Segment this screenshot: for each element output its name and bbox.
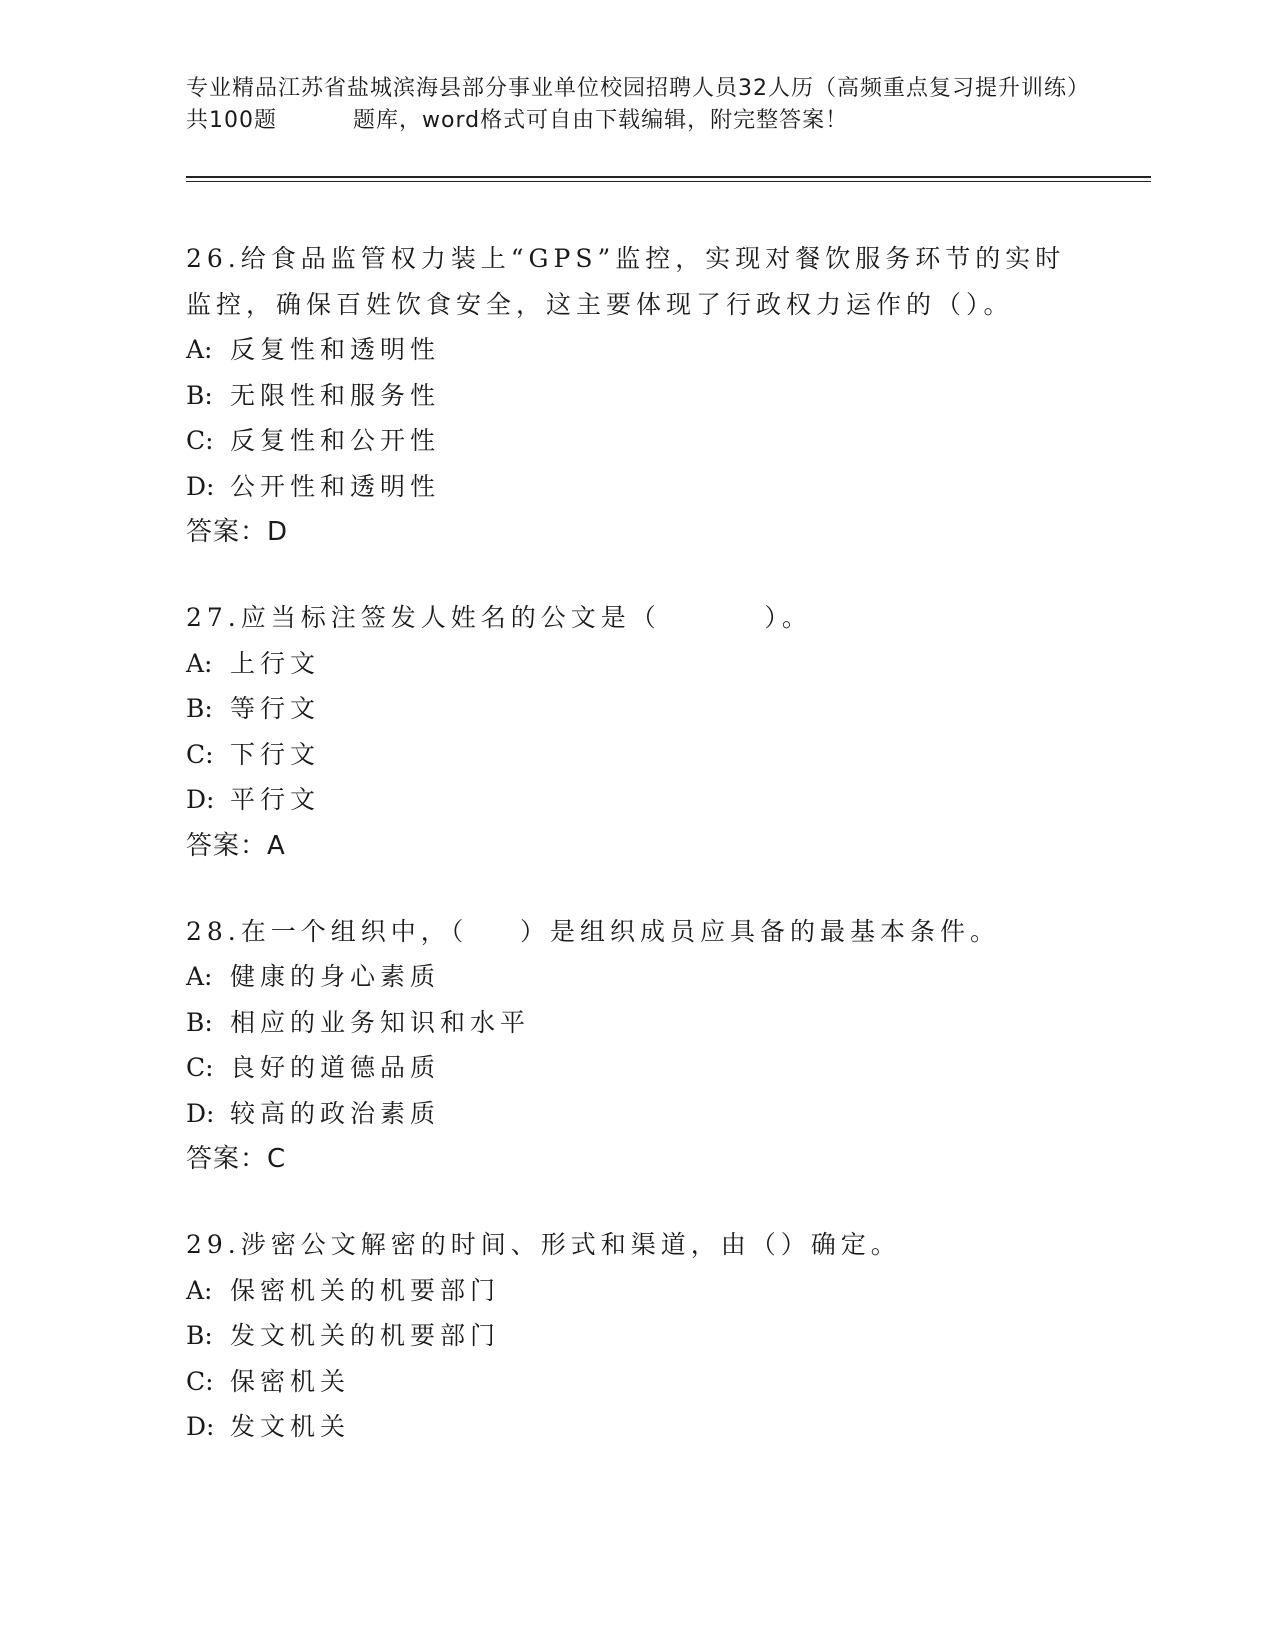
answer-value: A	[267, 830, 286, 861]
answer-value: C	[267, 1144, 287, 1174]
option-c	[186, 1359, 1086, 1405]
option-text: 发文机关	[230, 1412, 351, 1441]
header-note: 题库，word格式可自由下载编辑，附完整答案！	[353, 108, 849, 133]
option-text: 下行文	[230, 739, 321, 769]
option-label: D:	[186, 785, 215, 814]
option-label: A:	[186, 335, 213, 364]
option-text: 保密机关	[230, 1366, 351, 1396]
option-text: 反复性和透明性	[230, 335, 441, 364]
question-29	[186, 1222, 1086, 1450]
answer-line	[186, 509, 1086, 555]
question-28	[186, 909, 1086, 1183]
option-text: 公开性和透明性	[230, 471, 441, 501]
option-label: A:	[186, 1275, 213, 1305]
option-d	[186, 1091, 1086, 1137]
answer-line	[186, 823, 1086, 869]
option-c	[186, 732, 1086, 778]
header-title: 专业精品江苏省盐城滨海县部分事业单位校园招聘人员32人历（高频重点复习提升训练）共100题	[186, 76, 1079, 133]
option-c	[186, 1045, 1086, 1091]
option-a	[186, 954, 1086, 1000]
option-label: D:	[186, 1412, 215, 1441]
option-b	[186, 1000, 1086, 1046]
option-label: D:	[186, 471, 215, 501]
option-label: C:	[186, 1366, 214, 1396]
option-text: 相应的业务知识和水平	[230, 1007, 531, 1037]
option-label: C:	[186, 426, 214, 455]
option-text: 反复性和公开性	[230, 426, 441, 455]
option-a	[186, 327, 1086, 373]
option-a	[186, 641, 1086, 687]
option-label: B:	[186, 1007, 213, 1037]
question-stem: 29.涉密公文解密的时间、形式和渠道，由（）确定。	[186, 1230, 901, 1259]
option-label: B:	[186, 694, 213, 723]
option-label: A:	[186, 648, 213, 678]
option-b	[186, 1313, 1086, 1359]
question-stem: 27.应当标注签发人姓名的公文是（ ）。	[186, 603, 812, 632]
question-stem: 28.在一个组织中，（ ）是组织成员应具备的最基本条件。	[186, 916, 1001, 946]
option-c	[186, 418, 1086, 464]
page-header	[186, 73, 1086, 137]
option-text: 健康的身心素质	[230, 962, 441, 991]
option-b	[186, 373, 1086, 419]
option-text: 等行文	[230, 694, 321, 723]
option-label: C:	[186, 1053, 214, 1082]
option-label: D:	[186, 1098, 215, 1128]
header-rule-thin	[186, 181, 1151, 182]
question-27	[186, 595, 1086, 869]
question-list	[186, 236, 1086, 1490]
option-label: B:	[186, 380, 213, 410]
option-text: 上行文	[230, 648, 321, 678]
option-d	[186, 1404, 1086, 1450]
header-rule-thick	[186, 176, 1151, 178]
answer-value: D	[267, 517, 289, 547]
option-text: 保密机关的机要部门	[230, 1275, 501, 1305]
option-text: 良好的道德品质	[230, 1053, 441, 1082]
option-d	[186, 464, 1086, 510]
option-label: B:	[186, 1321, 213, 1350]
option-text: 无限性和服务性	[230, 380, 441, 410]
option-text: 平行文	[230, 785, 321, 814]
option-text: 发文机关的机要部门	[230, 1321, 501, 1350]
answer-line	[186, 1136, 1086, 1182]
option-label: C:	[186, 739, 214, 769]
option-label: A:	[186, 962, 213, 991]
option-text: 较高的政治素质	[230, 1098, 441, 1128]
answer-prefix: 答案：	[186, 517, 268, 547]
option-a	[186, 1268, 1086, 1314]
option-b	[186, 686, 1086, 732]
question-stem: 26.给食品监管权力装上“GPS”监控，实现对餐饮服务环节的实时监控，确保百姓饮食安全，这主要体现了行政权力运作的（）。	[186, 244, 1066, 319]
option-d	[186, 777, 1086, 823]
answer-prefix: 答案：	[186, 830, 268, 861]
answer-prefix: 答案：	[186, 1144, 268, 1174]
question-26	[186, 236, 1086, 555]
